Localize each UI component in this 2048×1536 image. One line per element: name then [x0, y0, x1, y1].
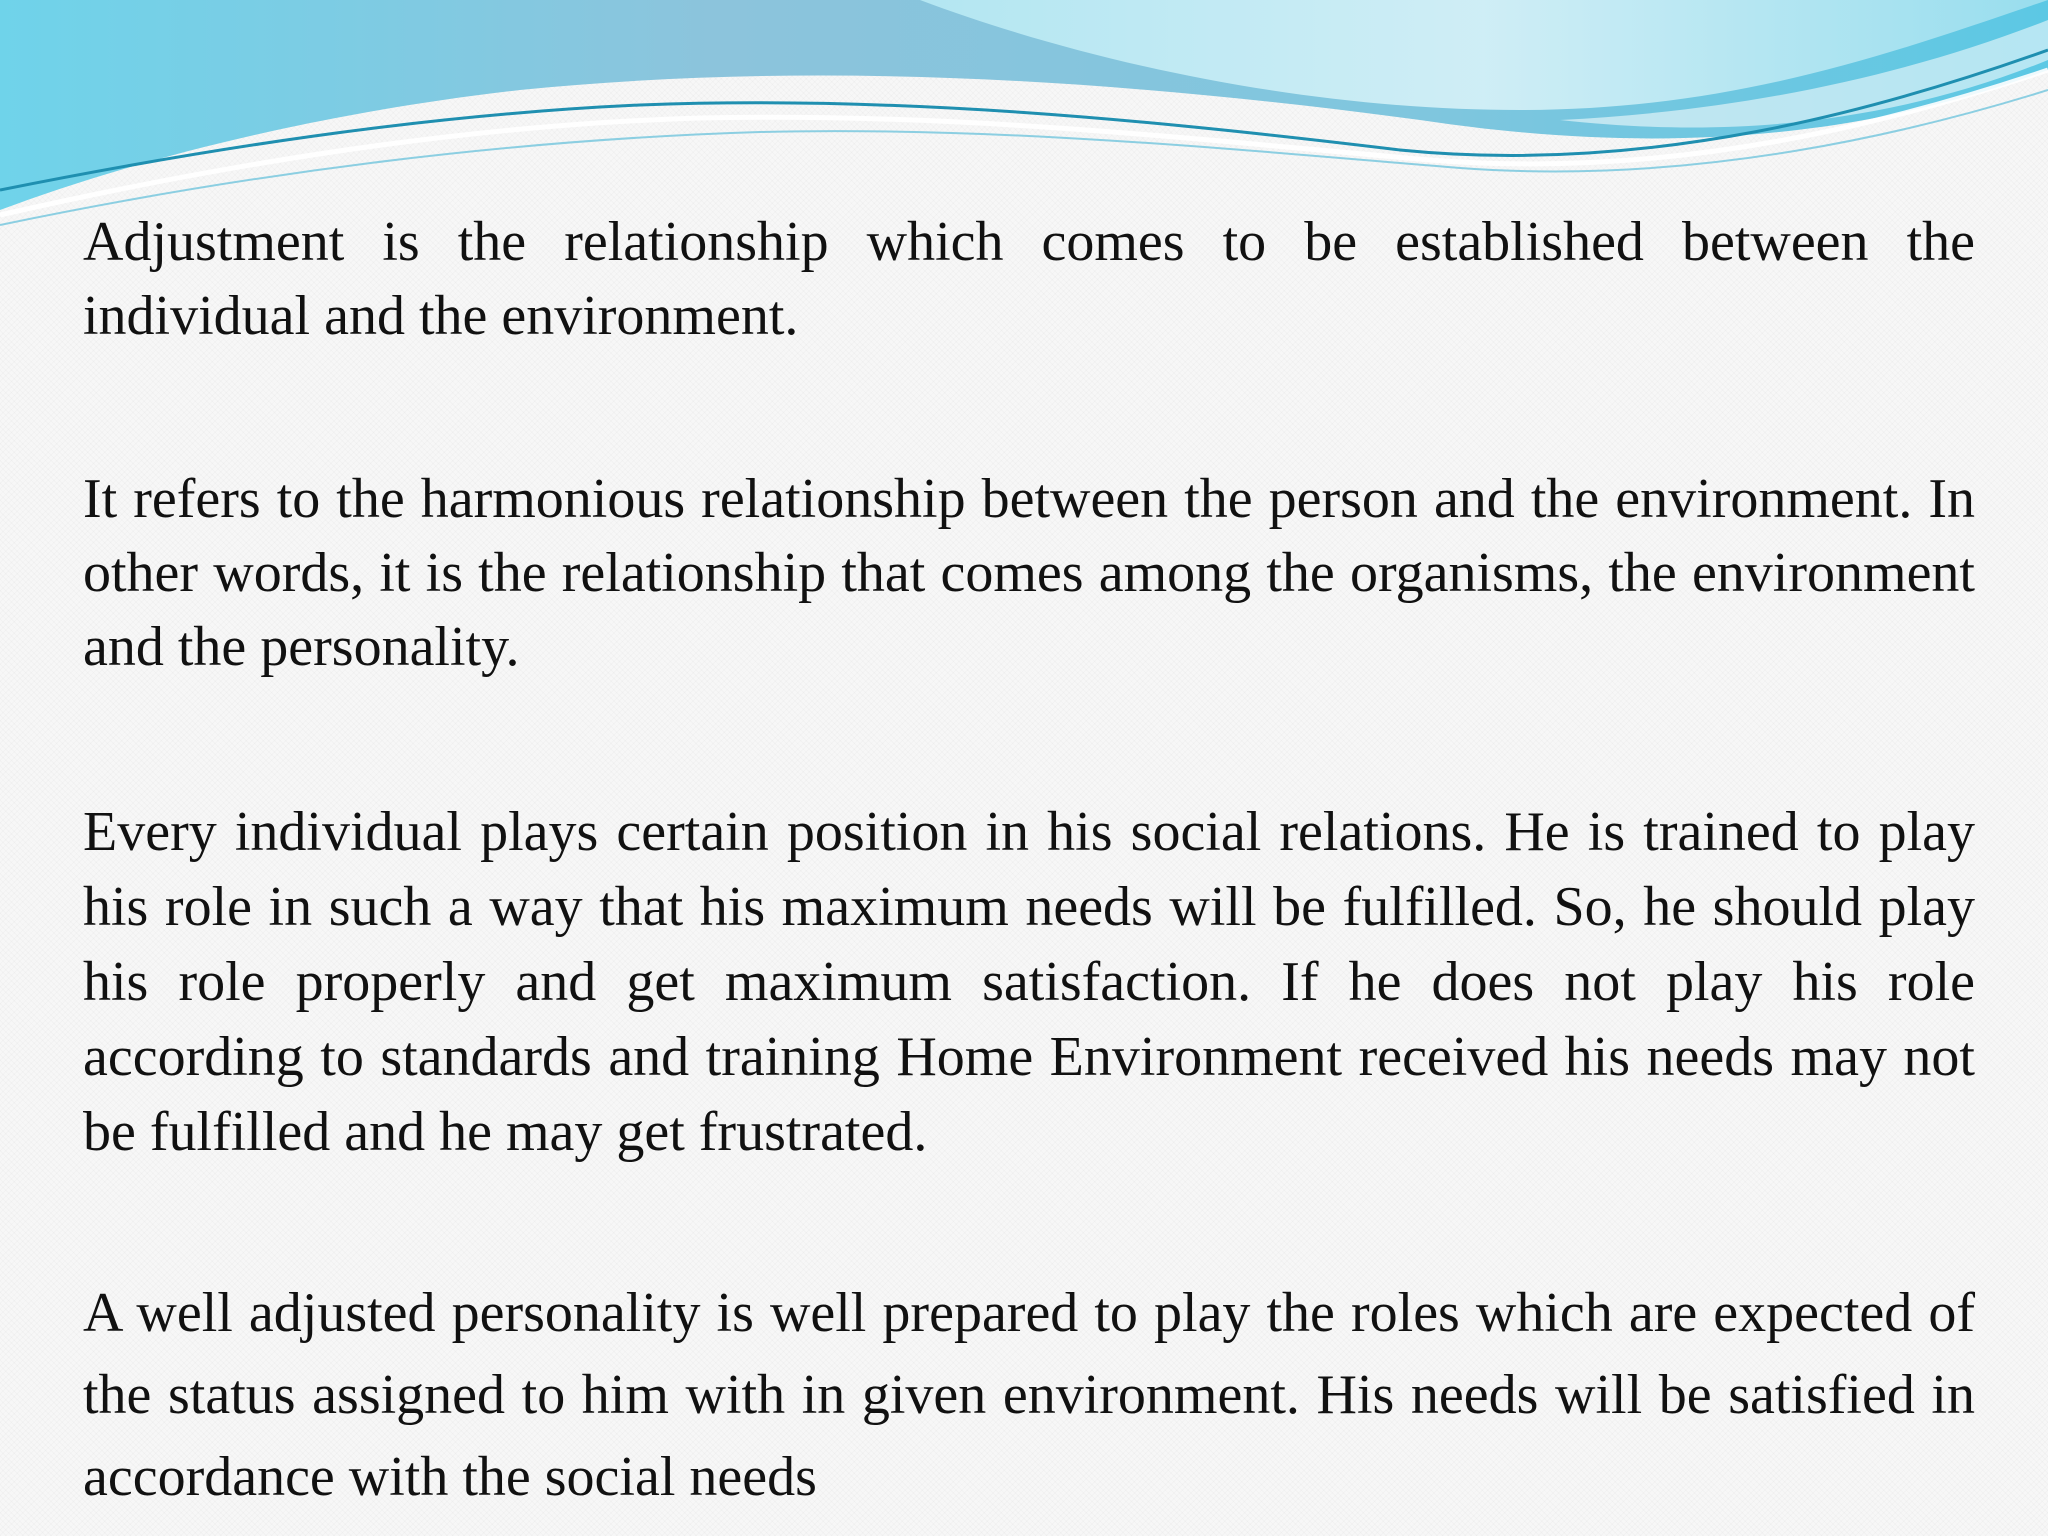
paragraph-adjustment-definition: Adjustment is the relationship which comes to be established between the individual and the environment.	[83, 211, 1975, 347]
paragraph-social-roles: Every individual plays certain position in his social relations. He is trained to play his role in such a way that his maximum needs will be fulfilled. So, he should play his role properly and get maximum satisfaction. If he does not play his role according to standards and training Home Environment received his needs may not be fulfilled and he may get frustrated.	[83, 801, 1975, 1163]
paragraph-well-adjusted-personality: A well adjusted personality is well prepared to play the roles which are expected of the status assigned to him with in given environment. His needs will be satisfied in accordance with the social needs	[83, 1282, 1975, 1508]
paragraph-harmonious-relationship: It refers to the harmonious relationship between the person and the environment. In other words, it is the relationship that comes among the organisms, the environment and the personality.	[83, 468, 1975, 678]
header-wave-decoration	[0, 0, 2048, 240]
slide-body	[83, 205, 1975, 1518]
